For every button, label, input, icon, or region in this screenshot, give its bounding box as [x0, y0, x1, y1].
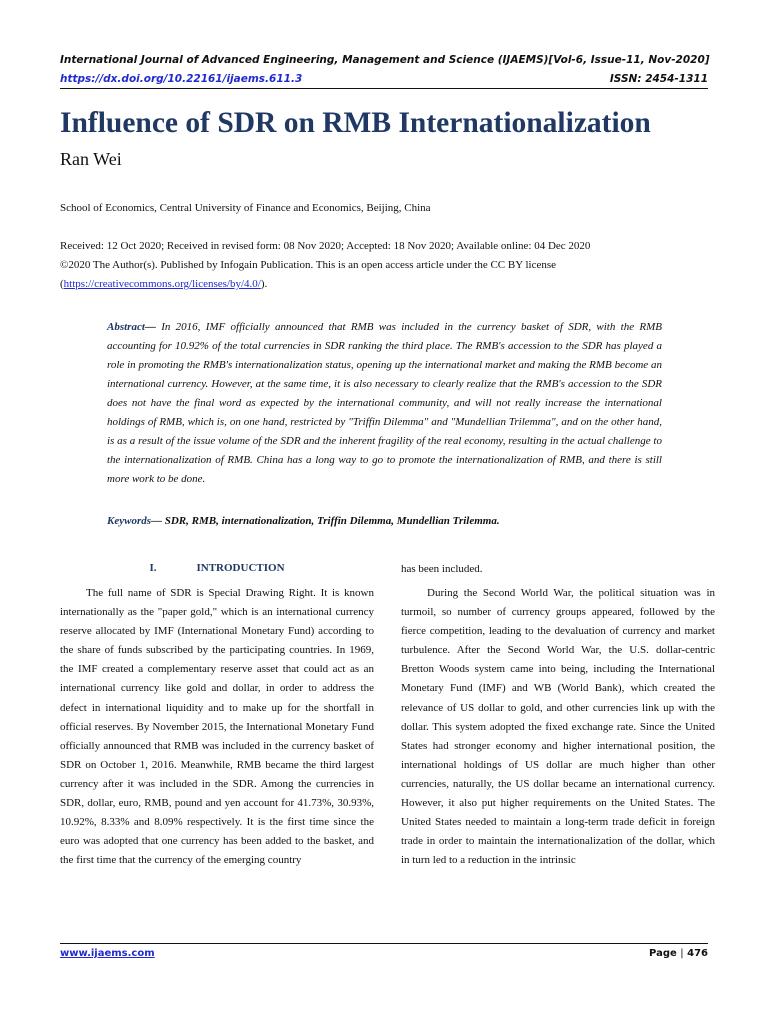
- keywords-label: Keywords: [107, 515, 151, 527]
- doi-link[interactable]: https://dx.doi.org/10.22161/ijaems.611.3: [60, 73, 303, 85]
- author-name: Ran Wei: [60, 149, 122, 169]
- website-link[interactable]: www.ijaems.com: [60, 948, 155, 959]
- license-line: ©2020 The Author(s). Published by Infogain Publication. This is an open access article under the CC BY license: [60, 259, 557, 271]
- abstract-label: Abstract: [107, 321, 145, 333]
- publication-info: [60, 237, 700, 294]
- section-heading: [60, 560, 374, 576]
- body-paragraph-right: During the Second World War, the political situation was in turmoil, so number of currency groups appeared, followed by the fierce competition, leading to the devaluation of currency and market turbulence. After the Second World War, the U.S. dollar-centric Bretton Woods system came into being, including the International Monetary Fund (IMF) and WB (World Bank), which created the relevance of US dollar to gold, and other currencies link up with the dollar. This system adopted the fixed exchange rate. Since the United States had stronger economy and higher international position, the international holdings of US dollar are much higher than other currencies, naturally, the US dollar became an international currency. However, it also put higher requirements on the United States. The United States needed to maintain a long-term trade deficit in foreign trade in order to maintain the internationalization of the dollar, which in turn led to a reduction in the intrinsic: [401, 587, 715, 867]
- section-number: I.: [149, 562, 157, 574]
- header-row-1: [60, 51, 708, 70]
- header-divider: [60, 88, 708, 89]
- page-indicator: [649, 948, 708, 959]
- volume-issue: [Vol-6, Issue-11, Nov-2020]: [548, 54, 710, 66]
- journal-header: [60, 51, 708, 89]
- abstract-dash: —: [144, 321, 162, 333]
- keywords-text: SDR, RMB, internationalization, Triffin Dilemma, Mundellian Trilemma.: [164, 515, 500, 527]
- page-footer: [60, 948, 708, 959]
- page-number: 476: [687, 948, 708, 959]
- page-label: Page: [649, 948, 677, 959]
- license-link[interactable]: https://creativecommons.org/licenses/by/4.0/: [63, 278, 261, 290]
- journal-name: International Journal of Advanced Engineering, Management and Science (IJAEMS): [60, 54, 549, 66]
- body-paragraph-left: The full name of SDR is Special Drawing Right. It is known internationally as the "paper gold," which is an international currency reserve allocated by IMF (International Monetary Fund) according to the share of funds subscribed by the participating countries. In 1969, the IMF created a complementary reserve asset that could act as an international currency like gold and dollar, in order to address the defect in international liquidity and to make up for the shortfall in official reserves. By November 2015, the International Monetary Fund officially announced that RMB was included in the currency basket of SDR on October 1, 2016. Meanwhile, RMB became the third largest currency after it was included in the SDR. Among the currencies in SDR, dollar, euro, RMB, pound and yen account for 41.73%, 30.93%, 10.92%, 8.33% and 8.09% respectively. It is the first time since the euro was adopted that one currency has been added to the basket, and the first time that the currency of the emerging country: [60, 587, 374, 867]
- page-separator: |: [680, 948, 684, 959]
- body-continuation-right: has been included.: [401, 563, 483, 575]
- paper-title: Influence of SDR on RMB Internationalization: [60, 107, 651, 139]
- license-close-paren: ).: [260, 278, 268, 290]
- footer-divider: [60, 943, 708, 944]
- license-open-paren: (: [60, 278, 64, 290]
- section-title: INTRODUCTION: [196, 562, 285, 574]
- abstract-text: In 2016, IMF officially announced that RMB was included in the currency basket of SDR, with the RMB accounting for 10.92% of the total currencies in SDR ranking the third place. The RMB's accession to the SDR has played a role in promoting the RMB's internationalization status, opening up the international market and making the RMB become an international currency. However, at the same time, it is also necessary to clearly realize that the RMB's accession to the SDR does not have the final word as expected by the international community, and will not really increase the international holdings of RMB, which is, on one hand, restricted by "Triffin Dilemma" and "Mundellian Trilemma", and on the other hand, is as a result of the issue volume of the SDR and the inherent fragility of the real economy, resulting in the actual challenge to the internationalization of RMB. China has a long way to go to promote the internationalization of RMB, and there is still more work to be done.: [107, 321, 662, 485]
- keywords: [107, 512, 662, 531]
- license-url-line: [60, 275, 700, 294]
- abstract: [107, 318, 662, 489]
- affiliation: School of Economics, Central University of Finance and Economics, Beijing, China: [60, 202, 431, 214]
- keywords-dash: —: [151, 515, 165, 527]
- header-row-2: [60, 70, 708, 89]
- issn: ISSN: 2454-1311: [609, 73, 708, 85]
- received-dates: Received: 12 Oct 2020; Received in revised form: 08 Nov 2020; Accepted: 18 Nov 2020; Available online: 04 Dec 2020: [60, 240, 591, 252]
